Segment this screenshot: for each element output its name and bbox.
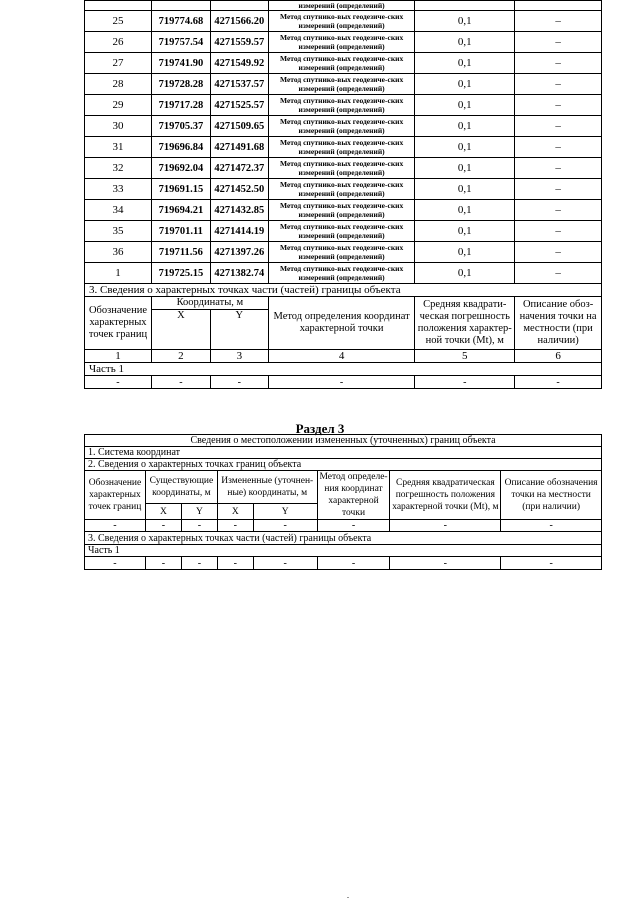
table-row — [85, 179, 602, 200]
empty-cell: - — [145, 520, 181, 532]
y-coordinate: 4271382.74 — [210, 263, 268, 284]
empty-cell: - — [415, 376, 515, 389]
designation-header: Обозначение характерных точек границ — [85, 297, 152, 350]
description-header: Описание обоз-начения точки на местности (при наличии) — [515, 297, 602, 350]
accuracy-value: 0,1 — [415, 158, 515, 179]
y-coordinate: 4271472.37 — [210, 158, 268, 179]
accuracy-value: 0,1 — [415, 200, 515, 221]
empty-cell: - — [85, 557, 146, 570]
x-coordinate: 719741.90 — [151, 53, 210, 74]
table-row — [85, 221, 602, 242]
empty-cell: - — [85, 376, 152, 389]
empty-cell: - — [151, 376, 210, 389]
x-coordinate: 719696.84 — [151, 137, 210, 158]
description-value: – — [515, 200, 602, 221]
table-row — [85, 11, 602, 32]
existing-coords-header: Существующие координаты, м — [145, 471, 217, 504]
column-number: 6 — [515, 350, 602, 363]
x-header: X — [151, 310, 210, 350]
description-value: – — [515, 158, 602, 179]
accuracy-header: Средняя квадратическая погрешность положения характерной точки (Mt), м — [390, 471, 501, 520]
y-header: Y — [210, 310, 268, 350]
method-line: измерений (определений) — [298, 21, 385, 30]
point-number: 36 — [85, 242, 152, 263]
method-line: Метод спутнико-вых геодезиче-ских — [279, 96, 404, 105]
method-line: Метод спутнико-вых геодезиче-ских — [279, 75, 404, 84]
method-line: измерений (определений) — [298, 105, 385, 114]
method-line: измерений (определений) — [298, 273, 385, 282]
part-label: Часть 1 — [85, 545, 602, 557]
y-coordinate: 4271559.57 — [210, 32, 268, 53]
section3-title: 3. Сведения о характерных точках части (частей) границы объекта — [85, 284, 602, 297]
accuracy-value: 0,1 — [415, 137, 515, 158]
method-line: измерений (определений) — [298, 126, 385, 135]
accuracy-value: 0,1 — [415, 179, 515, 200]
empty-cell: - — [317, 557, 390, 570]
coords-header: Координаты, м — [151, 297, 268, 310]
method-cell — [268, 242, 415, 263]
method-cell — [268, 221, 415, 242]
description-value: – — [515, 137, 602, 158]
method-cell — [268, 53, 415, 74]
description-value: – — [515, 263, 602, 284]
scan-mark — [347, 897, 349, 898]
x-coordinate: 719692.04 — [151, 158, 210, 179]
method-line: измерений (определений) — [298, 147, 385, 156]
x-coordinate: 719774.68 — [151, 11, 210, 32]
accuracy-value: 0,1 — [415, 53, 515, 74]
accuracy-header: Средняя квадрати-ческая погрешность положения характер-ной точки (Mt), м — [415, 297, 515, 350]
table-row — [85, 532, 602, 545]
method-line: измерений (определений) — [298, 210, 385, 219]
empty-cell: - — [253, 520, 317, 532]
y-coordinate: 4271432.85 — [210, 200, 268, 221]
accuracy-value: 0,1 — [415, 242, 515, 263]
empty-cell: - — [515, 376, 602, 389]
table-row — [85, 520, 602, 532]
method-cell — [268, 137, 415, 158]
table-row — [85, 1, 602, 11]
empty-cell: - — [501, 520, 602, 532]
table-row — [85, 137, 602, 158]
method-cell — [268, 95, 415, 116]
accuracy-value: 0,1 — [415, 32, 515, 53]
method-line: Метод спутнико-вых геодезиче-ских — [279, 33, 404, 42]
table-row — [85, 545, 602, 557]
method-cell — [268, 74, 415, 95]
table-row — [85, 242, 602, 263]
x-coordinate: 719701.11 — [151, 221, 210, 242]
x-coordinate: 719691.15 — [151, 179, 210, 200]
point-number: 28 — [85, 74, 152, 95]
description-header: Описание обозначения точки на местности (при наличии) — [501, 471, 602, 520]
column-number: 3 — [210, 350, 268, 363]
point-number: 31 — [85, 137, 152, 158]
parts-title: 3. Сведения о характерных точках части (частей) границы объекта — [85, 532, 602, 545]
table-row — [85, 95, 602, 116]
description-value: – — [515, 11, 602, 32]
table-row — [85, 32, 602, 53]
method-line: Метод спутнико-вых геодезиче-ских — [279, 12, 404, 21]
changed-boundaries-table — [84, 434, 602, 570]
method-line: Метод спутнико-вых геодезиче-ских — [279, 159, 404, 168]
table-row — [85, 116, 602, 137]
coord-system-title: 1. Система координат — [85, 447, 602, 459]
method-cell — [268, 32, 415, 53]
y-coordinate: 4271566.20 — [210, 11, 268, 32]
method-line: измерений (определений) — [298, 42, 385, 51]
empty-cell: - — [390, 557, 501, 570]
column-number: 2 — [151, 350, 210, 363]
y-coordinate: 4271509.65 — [210, 116, 268, 137]
accuracy-value: 0,1 — [415, 95, 515, 116]
empty-cell: - — [268, 376, 415, 389]
points-title: 2. Сведения о характерных точках границ объекта — [85, 459, 602, 471]
empty-cell: - — [210, 376, 268, 389]
description-value: – — [515, 95, 602, 116]
point-number: 34 — [85, 200, 152, 221]
point-number: 25 — [85, 11, 152, 32]
method-line: измерений (определений) — [298, 168, 385, 177]
point-number: 27 — [85, 53, 152, 74]
section-heading: Раздел 3 — [295, 421, 345, 436]
changed-coords-header: Измененные (уточнен-ные) координаты, м — [217, 471, 317, 504]
empty-cell: - — [217, 520, 253, 532]
accuracy-value: 0,1 — [415, 74, 515, 95]
point-number: 33 — [85, 179, 152, 200]
method-line: Метод спутнико-вых геодезиче-ских — [279, 117, 404, 126]
table-row — [85, 158, 602, 179]
x-coordinate: 719728.28 — [151, 74, 210, 95]
empty-cell: - — [85, 520, 146, 532]
table-header-row — [85, 297, 602, 310]
accuracy-value: 0,1 — [415, 11, 515, 32]
method-header: Метод определе-ния координат характерной точки — [317, 471, 390, 520]
description-value: – — [515, 242, 602, 263]
y-coordinate: 4271537.57 — [210, 74, 268, 95]
point-number: 30 — [85, 116, 152, 137]
y-header: Y — [253, 504, 317, 520]
method-line: Метод спутнико-вых геодезиче-ских — [279, 54, 404, 63]
part-label: Часть 1 — [85, 363, 602, 376]
method-cell — [268, 11, 415, 32]
y-coordinate: 4271452.50 — [210, 179, 268, 200]
empty-cell: - — [317, 520, 390, 532]
x-coordinate: 719757.54 — [151, 32, 210, 53]
method-cell — [268, 158, 415, 179]
table-header-row — [85, 471, 602, 504]
accuracy-value: 0,1 — [415, 221, 515, 242]
table-caption: Сведения о местоположении измененных (уточненных) границ объекта — [85, 435, 602, 447]
x-coordinate: 719705.37 — [151, 116, 210, 137]
method-line: Метод спутнико-вых геодезиче-ских — [279, 222, 404, 231]
method-cell — [268, 179, 415, 200]
x-coordinate: 719725.15 — [151, 263, 210, 284]
point-number: 32 — [85, 158, 152, 179]
table-row — [85, 363, 602, 376]
method-line: измерений (определений) — [298, 231, 385, 240]
point-number: 29 — [85, 95, 152, 116]
designation-header: Обозначение характерных точек границ — [85, 471, 146, 520]
method-header: Метод определения координат характерной точки — [268, 297, 415, 350]
table-row — [85, 459, 602, 471]
point-number: 35 — [85, 221, 152, 242]
method-line: измерений (определений) — [298, 84, 385, 93]
point-number: 26 — [85, 32, 152, 53]
y-coordinate: 4271525.57 — [210, 95, 268, 116]
x-coordinate: 719717.28 — [151, 95, 210, 116]
method-cell — [268, 200, 415, 221]
y-coordinate: 4271397.26 — [210, 242, 268, 263]
y-header: Y — [181, 504, 217, 520]
accuracy-value: 0,1 — [415, 116, 515, 137]
method-line: измерений (определений) — [298, 63, 385, 72]
method-line: Метод спутнико-вых геодезиче-ских — [279, 180, 404, 189]
method-line: Метод спутнико-вых геодезиче-ских — [279, 138, 404, 147]
description-value: – — [515, 32, 602, 53]
description-value: – — [515, 179, 602, 200]
description-value: – — [515, 116, 602, 137]
y-coordinate: 4271549.92 — [210, 53, 268, 74]
table-row — [85, 263, 602, 284]
column-number: 4 — [268, 350, 415, 363]
method-line: измерений (определений) — [298, 189, 385, 198]
y-coordinate: 4271491.68 — [210, 137, 268, 158]
empty-cell: - — [501, 557, 602, 570]
table-row — [85, 447, 602, 459]
empty-cell: - — [390, 520, 501, 532]
column-number: 5 — [415, 350, 515, 363]
table-row — [85, 53, 602, 74]
x-header: X — [217, 504, 253, 520]
method-cell — [268, 116, 415, 137]
accuracy-value: 0,1 — [415, 263, 515, 284]
section3-header-block — [85, 284, 602, 389]
empty-cell: - — [217, 557, 253, 570]
method-cell: измерений (определений) — [268, 1, 415, 11]
method-cell — [268, 263, 415, 284]
method-line: Метод спутнико-вых геодезиче-ских — [279, 201, 404, 210]
empty-cell: - — [145, 557, 181, 570]
boundary-points-table-body — [85, 1, 602, 284]
column-number: 1 — [85, 350, 152, 363]
column-numbers-row — [85, 350, 602, 363]
description-value: – — [515, 53, 602, 74]
table-row — [85, 200, 602, 221]
method-line: Метод спутнико-вых геодезиче-ских — [279, 243, 404, 252]
empty-cell: - — [253, 557, 317, 570]
table-row — [85, 376, 602, 389]
table-row — [85, 74, 602, 95]
x-coordinate: 719694.21 — [151, 200, 210, 221]
y-coordinate: 4271414.19 — [210, 221, 268, 242]
table-row — [85, 435, 602, 447]
point-number: 1 — [85, 263, 152, 284]
description-value: – — [515, 221, 602, 242]
table-row — [85, 557, 602, 570]
method-line: измерений (определений) — [298, 252, 385, 261]
x-coordinate: 719711.56 — [151, 242, 210, 263]
x-header: X — [145, 504, 181, 520]
table-row — [85, 284, 602, 297]
empty-cell: - — [181, 520, 217, 532]
boundary-points-table — [84, 0, 602, 389]
method-line: Метод спутнико-вых геодезиче-ских — [279, 264, 404, 273]
empty-cell: - — [181, 557, 217, 570]
description-value: – — [515, 74, 602, 95]
